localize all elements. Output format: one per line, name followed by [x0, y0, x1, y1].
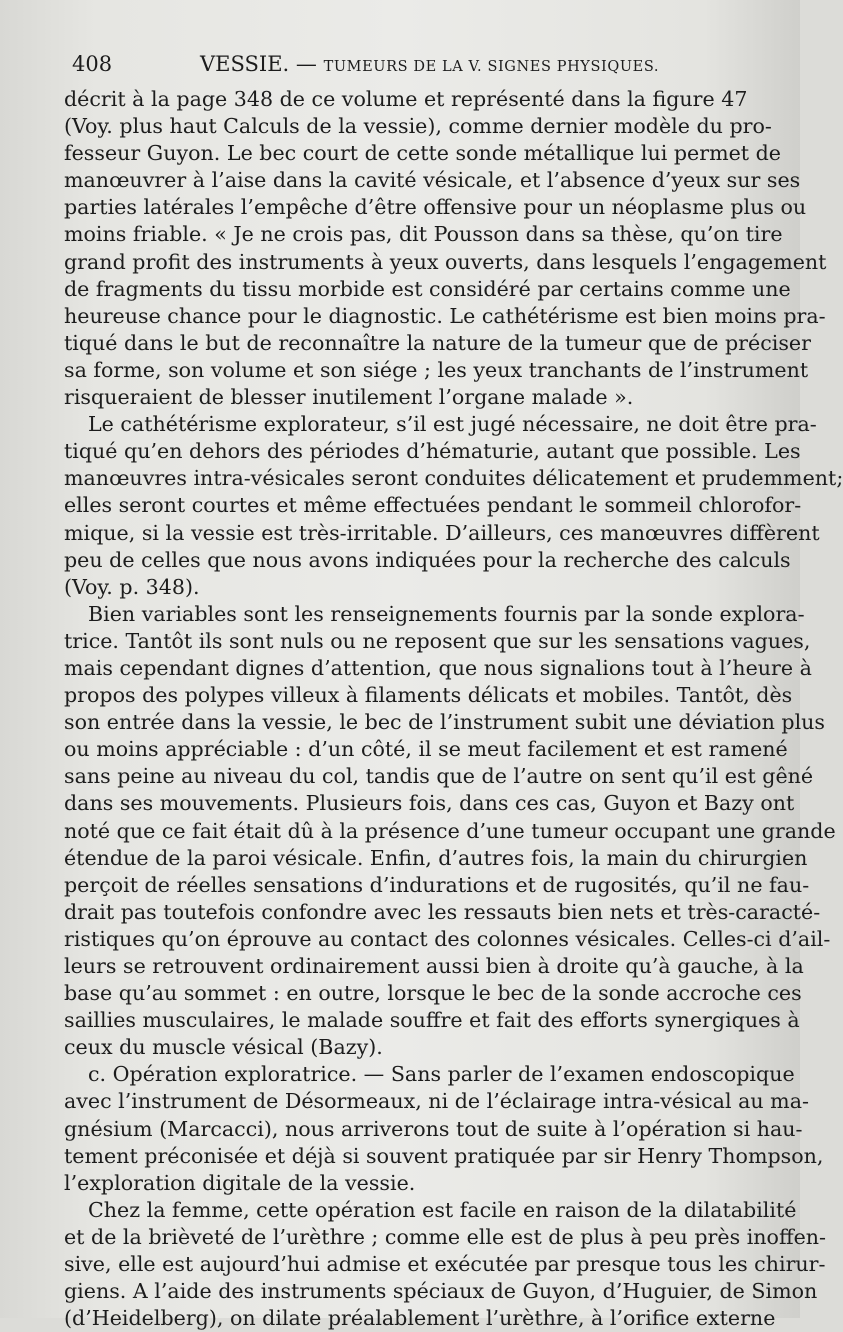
text-line: étendue de la paroi vésicale. Enfin, d’autres fois, la main du chirurgien	[64, 845, 808, 870]
text-line: grand profit des instruments à yeux ouverts, dans lesquels l’engagement	[64, 249, 827, 274]
header-dash: —	[289, 52, 324, 76]
text-line: sa forme, son volume et son siége ; les yeux tranchants de l’instrument	[64, 357, 809, 382]
text-line: tiqué dans le but de reconnaître la nature de la tumeur que de préciser	[64, 330, 811, 355]
page-number: 408	[72, 52, 113, 76]
header-title: VESSIE.	[200, 52, 290, 76]
text-line: son entrée dans la vessie, le bec de l’instrument subit une déviation plus	[64, 710, 825, 735]
text-line: sans peine au niveau du col, tandis que de l’autre on sent qu’il est gêné	[64, 764, 814, 789]
text-line: tement préconisée et déjà si souvent pratiquée par sir Henry Thompson,	[64, 1143, 824, 1168]
text-line: c. Opération exploratrice. — Sans parler de l’examen endoscopique	[88, 1062, 795, 1087]
body-text	[64, 86, 843, 1332]
text-line: Le cathétérisme explorateur, s’il est jugé nécessaire, ne doit être pra-	[88, 412, 817, 437]
text-line: giens. A l’aide des instruments spéciaux de Guyon, d’Huguier, de Simon	[64, 1279, 818, 1304]
text-line: propos des polypes villeux à filaments délicats et mobiles. Tantôt, dès	[64, 683, 793, 708]
text-line: (Voy. plus haut Calculs de la vessie), comme dernier modèle du pro-	[64, 114, 772, 139]
text-line: elles seront courtes et même effectuées pendant le sommeil chlorofor-	[64, 493, 802, 518]
text-line: moins friable. « Je ne crois pas, dit Pousson dans sa thèse, qu’on tire	[64, 222, 783, 247]
text-line: dans ses mouvements. Plusieurs fois, dans ces cas, Guyon et Bazy ont	[64, 791, 795, 816]
text-line: saillies musculaires, le malade souffre et fait des efforts synergiques à	[64, 1008, 800, 1033]
text-line: mique, si la vessie est très-irritable. D’ailleurs, ces manœuvres diffèrent	[64, 520, 820, 545]
text-line: avec l’instrument de Désormeaux, ni de l’éclairage intra-vésical au ma-	[64, 1089, 809, 1114]
text-line: (d’Heidelberg), on dilate préalablement l’urèthre, à l’orifice externe	[64, 1306, 776, 1331]
text-line: parties latérales l’empêche d’être offensive pour un néoplasme plus ou	[64, 195, 807, 220]
text-line: et de la brièveté de l’urèthre ; comme elle est de plus à peu près inoffen-	[64, 1224, 826, 1249]
header-subtitle: TUMEURS DE LA V. SIGNES PHYSIQUES.	[323, 59, 660, 75]
text-line: heureuse chance pour le diagnostic. Le cathétérisme est bien moins pra-	[64, 303, 826, 328]
text-line: décrit à la page 348 de ce volume et représenté dans la figure 47	[64, 87, 748, 111]
text-line: mais cependant dignes d’attention, que nous signalions tout à l’heure à	[64, 655, 812, 680]
text-line: leurs se retrouvent ordinairement aussi bien à droite qu’à gauche, à la	[64, 954, 804, 978]
text-line: perçoit de réelles sensations d’indurations et de rugosités, qu’il ne fau-	[64, 872, 810, 897]
text-line: manœuvrer à l’aise dans la cavité vésicale, et l’absence d’yeux sur ses	[64, 168, 801, 193]
text-line: ou moins appréciable : d’un côté, il se meut facilement et est ramené	[64, 737, 788, 762]
text-line: (Voy. p. 348).	[64, 574, 200, 599]
text-line: trice. Tantôt ils sont nuls ou ne reposent que sur les sensations vagues,	[64, 628, 811, 653]
text-line: l’exploration digitale de la vessie.	[64, 1170, 416, 1195]
text-line: gnésium (Marcacci), nous arriverons tout de suite à l’opération si hau-	[64, 1116, 803, 1141]
text-line: drait pas toutefois confondre avec les ressauts bien nets et très-caracté-	[64, 899, 821, 924]
text-line: sive, elle est aujourd’hui admise et exécutée par presque tous les chirur-	[64, 1252, 826, 1277]
text-line: ristiques qu’on éprouve au contact des colonnes vésicales. Celles-ci d’ail-	[64, 926, 831, 951]
text-line: manœuvres intra-vésicales seront conduites délicatement et prudemment;	[64, 466, 843, 491]
running-header	[72, 52, 736, 82]
text-line: fesseur Guyon. Le bec court de cette sonde métallique lui permet de	[64, 141, 781, 166]
text-line: Bien variables sont les renseignements fournis par la sonde explora-	[88, 601, 805, 626]
text-line: tiqué qu’en dehors des périodes d’hématurie, autant que possible. Les	[64, 439, 801, 464]
text-line: base qu’au sommet : en outre, lorsque le bec de la sonde accroche ces	[64, 981, 802, 1006]
text-line: risqueraient de blesser inutilement l’organe malade ».	[64, 385, 634, 410]
running-title	[200, 52, 659, 76]
text-line: noté que ce fait était dû à la présence d’une tumeur occupant une grande	[64, 818, 836, 843]
text-line: peu de celles que nous avons indiquées pour la recherche des calculs	[64, 547, 791, 572]
text-line: de fragments du tissu morbide est considéré par certains comme une	[64, 276, 791, 301]
text-line: ceux du muscle vésical (Bazy).	[64, 1035, 383, 1060]
text-line: Chez la femme, cette opération est facile en raison de la dilatabilité	[88, 1197, 797, 1222]
